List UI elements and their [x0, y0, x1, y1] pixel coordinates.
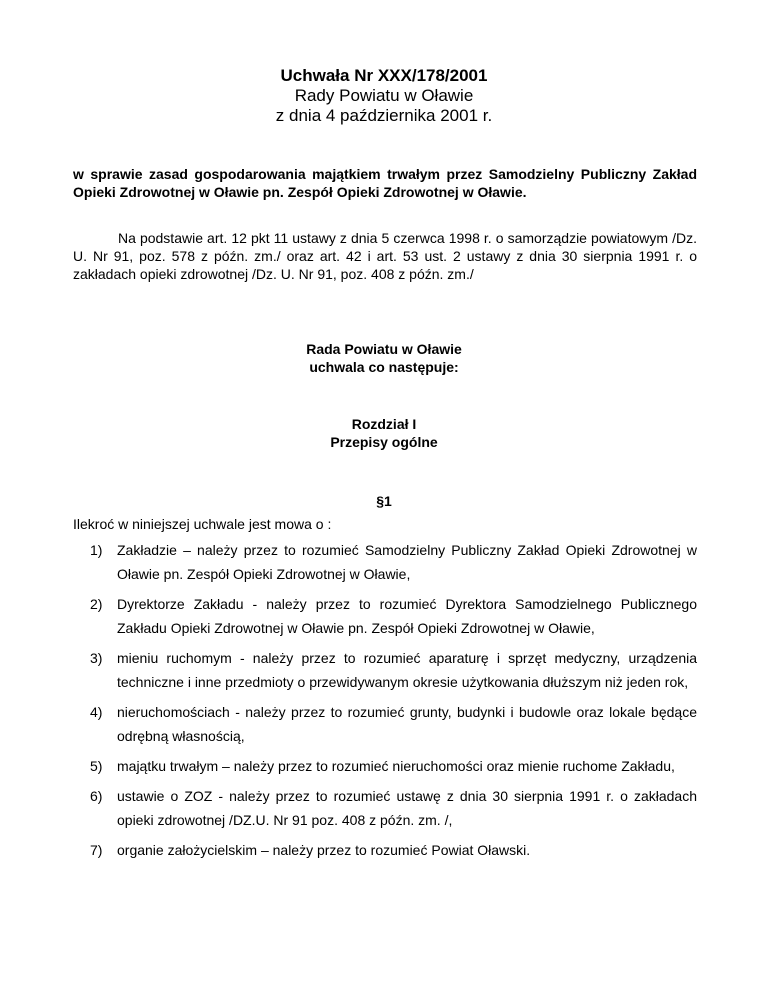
- definitions-list: [90, 538, 697, 868]
- list-item-number: 4): [90, 704, 103, 720]
- list-item-text: Dyrektorze Zakładu - należy przez to rozumieć Dyrektora Samodzielnego Publicznego Zakładu Opieki Zdrowotnej w Oławie pn. Zespół Opieki Zdrowotnej w Oławie,: [117, 596, 697, 636]
- list-item-number: 2): [90, 596, 103, 612]
- legal-basis-paragraph: Na podstawie art. 12 pkt 11 ustawy z dnia 5 czerwca 1998 r. o samorządzie powiatowym /Dz. U. Nr 91, poz. 578 z późn. zm./ oraz art. 42 i art. 53 ust. 2 ustawy z dnia 30 sierpnia 1991 r. o zakładach opieki zdrowotnej /Dz. U. Nr 91, poz. 408 z późn. zm./: [73, 230, 697, 282]
- list-item-text: mieniu ruchomym - należy przez to rozumieć aparaturę i sprzęt medyczny, urządzenia techniczne i inne przedmioty o przewidywanym okresie użytkowania dłuższym niż jeden rok,: [117, 650, 697, 690]
- list-item-number: 1): [90, 542, 103, 558]
- list-item: [90, 538, 697, 586]
- list-item-number: 3): [90, 650, 103, 666]
- list-item-text: ustawie o ZOZ - należy przez to rozumieć ustawę z dnia 30 sierpnia 1991 r. o zakładach opieki zdrowotnej /DZ.U. Nr 91 poz. 408 z późn. zm. /,: [117, 788, 697, 828]
- resolution-date: z dnia 4 października 2001 r.: [275, 106, 493, 125]
- resolution-council: Rady Powiatu w Oławie: [294, 86, 474, 105]
- chapter-title: Przepisy ogólne: [330, 434, 438, 450]
- list-item: [90, 646, 697, 694]
- list-item-text: majątku trwałym – należy przez to rozumieć nieruchomości oraz mienie ruchome Zakładu,: [117, 758, 675, 774]
- resolution-subject: w sprawie zasad gospodarowania majątkiem trwałym przez Samodzielny Publiczny Zakład Opieki Zdrowotnej w Oławie pn. Zespół Opieki Zdrowotnej w Oławie.: [73, 166, 697, 200]
- chapter-number: Rozdział I: [351, 416, 417, 432]
- list-item-text: organie założycielskim – należy przez to rozumieć Powiat Oławski.: [117, 842, 531, 858]
- list-item: [90, 700, 697, 748]
- definitions-intro: Ilekroć w niniejszej uchwale jest mowa o :: [73, 516, 332, 532]
- list-item-text: nieruchomościach - należy przez to rozumieć grunty, budynki i budowle oraz lokale będące odrębną własnością,: [117, 704, 697, 744]
- list-item-number: 5): [90, 758, 103, 774]
- resolves-line-1: Rada Powiatu w Oławie: [306, 341, 462, 357]
- list-item-text: Zakładzie – należy przez to rozumieć Samodzielny Publiczny Zakład Opieki Zdrowotnej w Oławie pn. Zespół Opieki Zdrowotnej w Oławie,: [117, 542, 697, 582]
- resolves-line-2: uchwala co następuje:: [309, 359, 459, 375]
- list-item-number: 6): [90, 788, 103, 804]
- list-item: [90, 754, 697, 778]
- list-item: [90, 784, 697, 832]
- list-item: [90, 592, 697, 640]
- section-mark: §1: [376, 493, 392, 509]
- list-item-number: 7): [90, 842, 103, 858]
- resolution-title: Uchwała Nr XXX/178/2001: [280, 66, 488, 85]
- list-item: [90, 838, 697, 862]
